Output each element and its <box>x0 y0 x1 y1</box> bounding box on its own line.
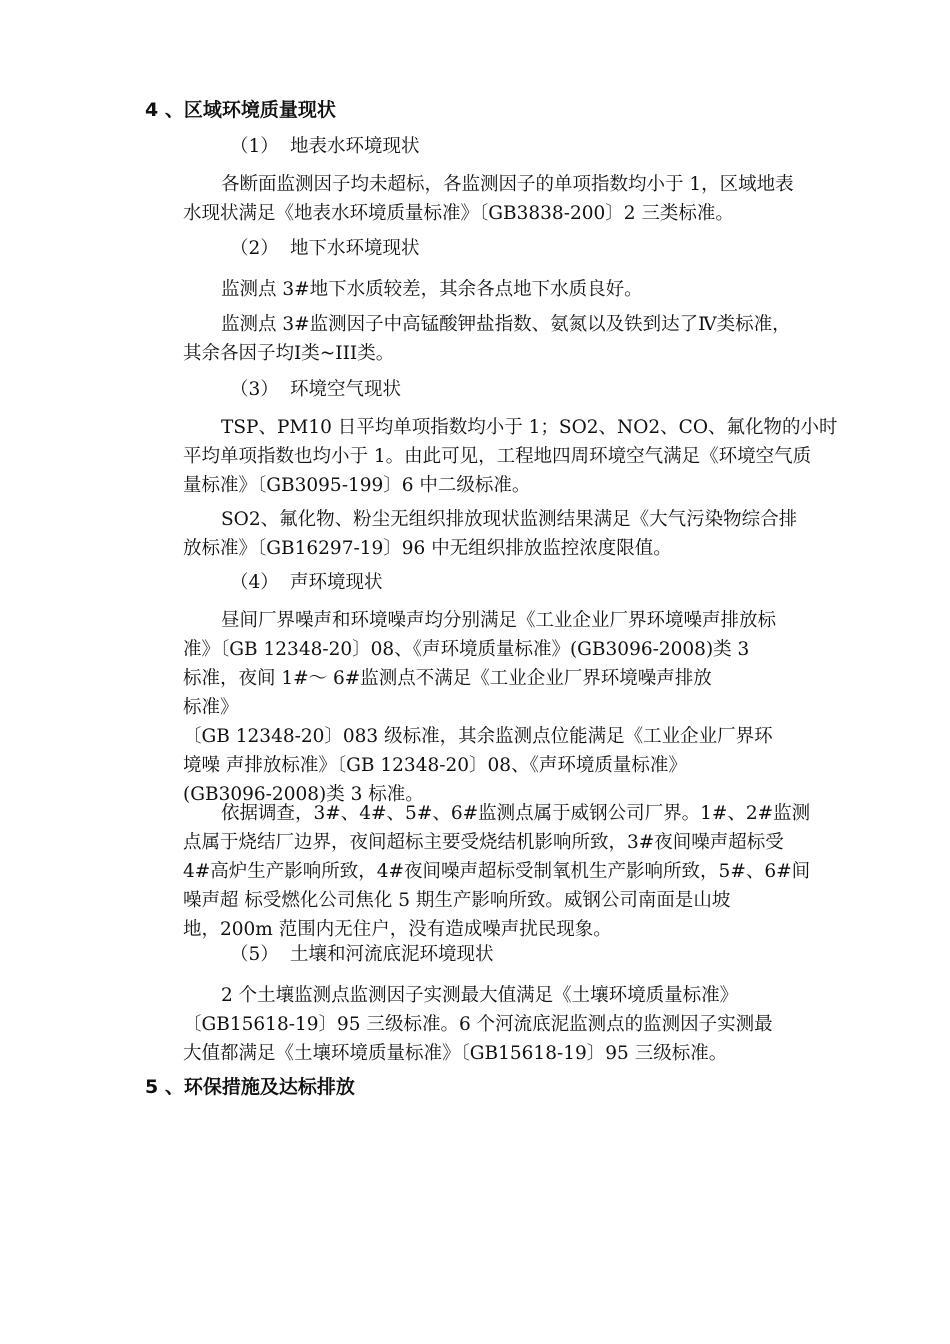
text-line: SO2、氟化物、粉尘无组织排放现状监测结果满足《大气污染物综合排 <box>221 509 798 530</box>
subheading-groundwater <box>230 236 420 262</box>
text-line: 点属于烧结厂边界，夜间超标主要受烧结机影响所致，3#夜间噪声超标受 <box>183 832 784 853</box>
text-line: 准》〔GB 12348-20〕08、《声环境质量标准》(GB3096-2008)类 3 <box>183 639 750 660</box>
text-line: 4#高炉生产影响所致，4#夜间噪声超标受制氧机生产影响所致，5#、6#间 <box>183 861 811 882</box>
subheading-surface-water <box>230 134 420 160</box>
subheading-title: 地表水环境现状 <box>290 136 420 157</box>
paragraph-noise-1 <box>183 606 823 809</box>
text-line: 各断面监测因子均未超标，各监测因子的单项指数均小于 1，区域地表 <box>221 174 794 195</box>
paragraph-groundwater-1 <box>183 275 823 304</box>
text-line: TSP、PM10 日平均单项指数均小于 1；SO2、NO2、CO、氟化物的小时 <box>221 417 838 438</box>
text-line: 标准，夜间 1#～ 6#监测点不满足《工业企业厂界环境噪声排放 <box>183 668 712 689</box>
subheading-number: （4） <box>230 572 279 593</box>
subheading-number: （2） <box>230 238 279 259</box>
subheading-title: 声环境现状 <box>290 572 383 593</box>
text-line: 境噪 声排放标准》〔GB 12348-20〕08、《声环境质量标准》 <box>183 755 687 776</box>
subheading-title: 土壤和河流底泥环境现状 <box>290 944 494 965</box>
text-line: 地，200m 范围内无住户，没有造成噪声扰民现象。 <box>183 919 612 940</box>
subheading-title: 地下水环境现状 <box>290 238 420 259</box>
paragraph-air-2 <box>183 505 823 563</box>
text-line: 昼间厂界噪声和环境噪声均分别满足《工业企业厂界环境噪声排放标 <box>221 610 777 631</box>
text-line: 大值都满足《土壤环境质量标准》〔GB15618-19〕95 三级标准。 <box>183 1043 728 1064</box>
paragraph-noise-2 <box>183 799 823 944</box>
text-line: 监测点 3#地下水质较差，其余各点地下水质良好。 <box>221 279 643 300</box>
text-line: 〔GB15618-19〕95 三级标准。6 个河流底泥监测点的监测因子实测最 <box>183 1014 773 1035</box>
subheading-soil <box>230 942 494 968</box>
text-line: 放标准》〔GB16297-19〕96 中无组织排放监控浓度限值。 <box>183 538 672 559</box>
paragraph-soil <box>183 981 823 1068</box>
text-line: (GB3096-2008)类 3 标准。 <box>183 784 424 805</box>
text-line: 平均单项指数也均小于 1。由此可见，工程地四周环境空气满足《环境空气质 <box>183 446 812 467</box>
section-4-heading: 4 、区域环境质量现状 <box>145 99 336 121</box>
text-line: 〔GB 12348-20〕083 级标准，其余监测点位能满足《工业企业厂界环 <box>183 726 773 747</box>
text-line: 噪声超 标受燃化公司焦化 5 期生产影响所致。威钢公司南面是山坡 <box>183 890 731 911</box>
text-line: 量标准》〔GB3095-199〕6 中二级标准。 <box>183 475 531 496</box>
text-line: 依据调查，3#、4#、5#、6#监测点属于威钢公司厂界。1#、2#监测 <box>221 803 811 824</box>
subheading-air <box>230 377 401 403</box>
text-line: 其余各因子均Ⅰ类~III类。 <box>183 343 395 364</box>
subheading-title: 环境空气现状 <box>290 379 402 400</box>
subheading-number: （3） <box>230 379 279 400</box>
text-line: 2 个土壤监测点监测因子实测最大值满足《土壤环境质量标准》 <box>221 985 739 1006</box>
paragraph-surface-water <box>183 170 823 228</box>
text-line: 监测点 3#监测因子中高锰酸钾盐指数、氨氮以及铁到达了Ⅳ类标准， <box>221 314 791 335</box>
text-line: 水现状满足《地表水环境质量标准》〔GB3838-200〕2 三类标准。 <box>183 203 734 224</box>
subheading-number: （1） <box>230 136 279 157</box>
section-5-heading: 5 、环保措施及达标排放 <box>145 1076 355 1098</box>
subheading-number: （5） <box>230 944 279 965</box>
text-line: 标准》 <box>183 697 239 718</box>
paragraph-groundwater-2 <box>183 310 823 368</box>
paragraph-air-1 <box>183 413 838 500</box>
subheading-noise <box>230 570 383 596</box>
